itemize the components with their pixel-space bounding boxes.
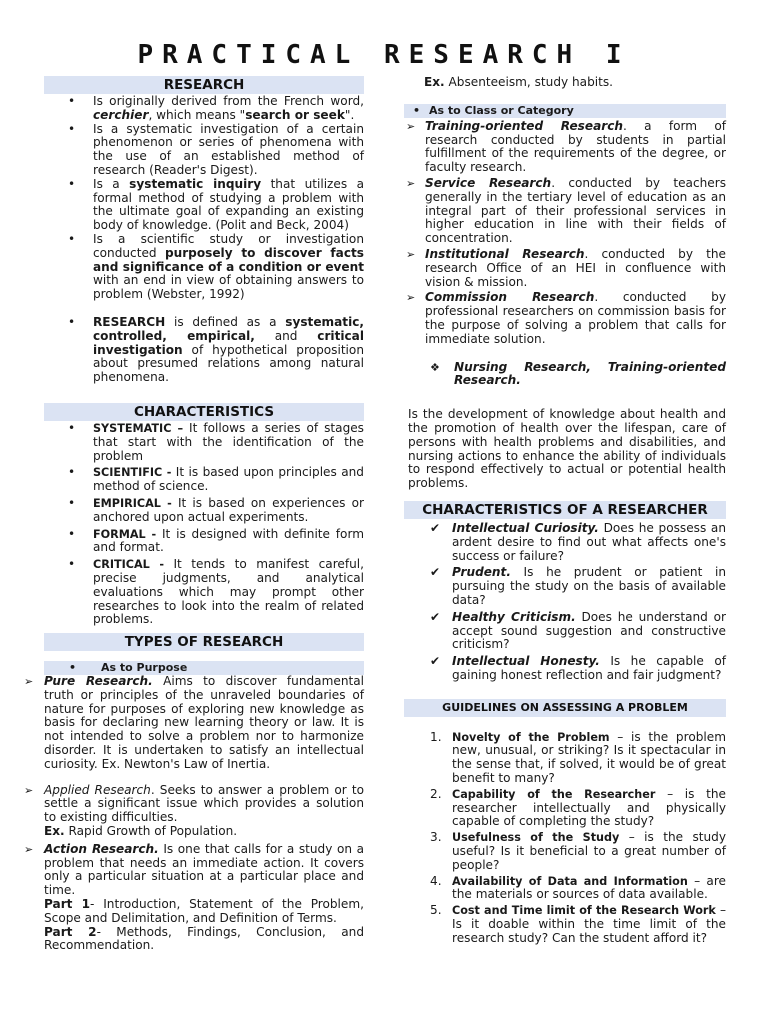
class-subheading: • As to Class or Category xyxy=(404,104,726,118)
guidelines-list xyxy=(404,731,726,946)
nursing-research-item: ❖ Nursing Research, Training-oriented Research. xyxy=(404,361,726,389)
research-item: • Is a scientific study or investigation conducted purposely to discover facts and significance of a condition or event with an end in view of obtaining answers to problem (Webster, 1992) xyxy=(44,233,364,302)
class-list xyxy=(404,120,726,347)
guideline-item: 1. Novelty of the Problem – is the problem new, unusual, or striking? Is it spectacular in the sense that, if solved, it would be of great benefit to many? xyxy=(430,729,726,786)
types-heading: TYPES OF RESEARCH xyxy=(44,633,364,651)
researcher-item: ✔ Intellectual Curiosity. Does he possess an ardent desire to find out what affects one's success or failure? xyxy=(404,522,726,563)
research-definition xyxy=(44,316,364,385)
left-column xyxy=(44,76,364,953)
researcher-item: ✔ Intellectual Honesty. Is he capable of gaining honest reflection and fair judgment? xyxy=(404,655,726,683)
research-list xyxy=(44,95,364,302)
characteristic-item: • EMPIRICAL - It is based on experiences or anchored upon actual experiments. xyxy=(44,497,364,525)
characteristic-item: • FORMAL - It is designed with definite form and format. xyxy=(44,528,364,556)
research-item: • RESEARCH is defined as a systematic, controlled, empirical, and critical investigation of hypothetical proposition about presumed relations among natural phenomena. xyxy=(44,316,364,385)
researcher-item: ✔ Prudent. Is he prudent or patient in pursuing the study on the basis of available data? xyxy=(404,566,726,607)
page-title: PRACTICAL RESEARCH I xyxy=(137,40,631,70)
researcher-item: ✔ Healthy Criticism. Does he understand or accept sound suggestion and constructive criticism? xyxy=(404,611,726,652)
guideline-item: 3. Usefulness of the Study – is the study useful? Is it beneficial to a great number of people? xyxy=(430,830,726,872)
research-item: • Is a systematic investigation of a certain phenomenon or series of phenomena with the use of an established method of research (Reader's Digest). xyxy=(44,123,364,178)
guideline-item: 2. Capability of the Researcher – is the researcher intellectually and physically capable of completing the study? xyxy=(430,786,727,829)
purpose-list xyxy=(22,675,364,953)
right-column xyxy=(404,76,726,946)
characteristics-list xyxy=(44,422,364,627)
characteristic-item: • SYSTEMATIC – It follows a series of stages that start with the identification of the problem xyxy=(44,422,364,463)
purpose-item: ➢ Applied Research. Seeks to answer a problem or to settle a significant issue which provides a solution to existing difficulties. Ex. Rapid Growth of Population. xyxy=(22,784,364,839)
characteristic-item: • CRITICAL - It tends to manifest careful, precise judgments, and analytical evaluations which may prompt other researches to look into the realm of related problems. xyxy=(44,558,364,627)
nursing-definition: Is the development of knowledge about health and the promotion of health over the lifespan, care of persons with health problems and disabilities, and nursing actions to enhance the ability of individuals to respond effectively to actual or potential health problems. xyxy=(408,407,726,491)
class-item: ➢ Training-oriented Research. a form of research conducted by students in partial fulfillment of the requirements of the degree, or faculty research. xyxy=(404,120,726,175)
characteristic-item: • SCIENTIFIC - It is based upon principles and method of science. xyxy=(44,466,364,494)
purpose-subheading: • As to Purpose xyxy=(44,661,364,675)
purpose-item: ➢ Action Research. Is one that calls for a study on a problem that needs an immediate action. It covers only a particular situation at a particular place and time. Part 1- Introduction, Statement of the Problem, Scope and Delimitation, and Definition of Terms. Part 2- Methods, Findings, Conclusion, and Recommendation. xyxy=(22,843,364,953)
researcher-list xyxy=(404,522,726,683)
guidelines-heading: GUIDELINES ON ASSESSING A PROBLEM xyxy=(404,699,726,717)
purpose-example: Ex. Absenteeism, study habits. xyxy=(424,75,613,89)
guideline-item: 4. Availability of Data and Information – are the materials or sources of data available. xyxy=(430,873,726,902)
class-item: ➢ Commission Research. conducted by professional researchers on commission basis for the purpose of solving a problem that calls for immediate solution. xyxy=(404,291,726,346)
guideline-item: 5. Cost and Time limit of the Research Work – Is it doable within the time limit of the research study? Can the student afford it? xyxy=(430,903,726,945)
research-item: • Is originally derived from the French word, cerchier, which means "search or seek". xyxy=(44,95,364,123)
researcher-heading: CHARACTERISTICS OF A RESEARCHER xyxy=(404,501,726,519)
purpose-item: ➢ Pure Research. Aims to discover fundamental truth or principles of the unraveled boundaries of nature for purposes of exploring new knowledge as basis for declaring new learning theory or law. It is not intended to solve a problem nor to harmonize disorder. It is undertaken to satisfy an intellectual curiosity. Ex. Newton's Law of Inertia. xyxy=(22,675,364,772)
class-item: ➢ Service Research. conducted by teachers generally in the tertiary level of education as an integral part of their professional services in higher education in line with their fields of concentration. xyxy=(404,177,726,246)
class-item: ➢ Institutional Research. conducted by the research Office of an HEI in confluence with vision & mission. xyxy=(404,248,726,289)
characteristics-heading: CHARACTERISTICS xyxy=(44,403,364,421)
research-heading: RESEARCH xyxy=(44,76,364,94)
research-item: • Is a systematic inquiry that utilizes a formal method of studying a problem with the ultimate goal of expanding an existing body of knowledge. (Polit and Beck, 2004) xyxy=(44,178,364,233)
